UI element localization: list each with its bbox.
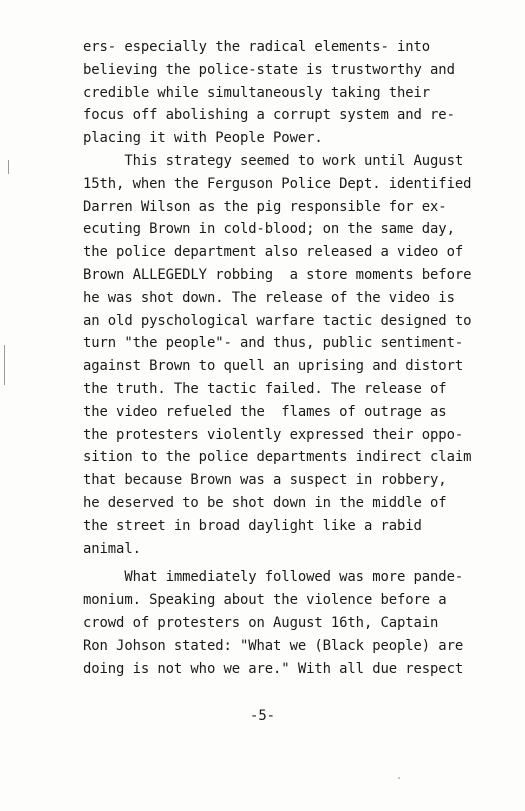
text-line: sition to the police departments indirect claim (83, 449, 472, 466)
page-number: -5- (249, 708, 276, 724)
text-line: Darren Wilson as the pig responsible for ex- (83, 198, 447, 215)
paragraph-2 (83, 150, 513, 560)
text-line: the police department also released a video of (83, 244, 464, 261)
text-line: This strategy seemed to work until August (83, 152, 464, 169)
text-line: crowd of protesters on August 16th, Captain (83, 614, 439, 631)
paragraph-1 (83, 36, 513, 150)
text-line: 15th, when the Ferguson Police Dept. identified (83, 175, 472, 192)
text-line: an old pyschological warfare tactic designed to (83, 312, 472, 329)
text-line: animal. (83, 540, 141, 557)
text-line: that because Brown was a suspect in robbery, (83, 472, 447, 489)
text-line: the street in broad daylight like a rabid (83, 517, 422, 534)
text-line: ecuting Brown in cold-blood; on the same day, (83, 221, 455, 238)
margin-mark-top (8, 160, 9, 174)
margin-mark-middle (4, 345, 5, 385)
text-line: credible while simultaneously taking their (83, 84, 431, 101)
text-line: the truth. The tactic failed. The release of (83, 380, 447, 397)
text-line: doing is not who we are." With all due respect (83, 660, 464, 677)
text-line: focus off abolishing a corrupt system and re- (83, 107, 455, 124)
text-line: ers- especially the radical elements- into (83, 39, 431, 55)
text-line: against Brown to quell an uprising and distort (83, 358, 464, 375)
body-text (83, 36, 513, 680)
text-line: believing the police-state is trustworthy and (83, 61, 455, 78)
text-line: he was shot down. The release of the video is (83, 289, 455, 306)
text-line: he deserved to be shot down in the middle of (83, 494, 447, 511)
text-line: turn "the people"- and thus, public sentiment- (83, 335, 464, 352)
scan-speck (398, 777, 400, 779)
text-line: the video refueled the flames of outrage as (83, 403, 447, 420)
text-line: Brown ALLEGEDLY robbing a store moments before (83, 266, 472, 283)
paragraph-3 (83, 566, 513, 680)
text-line: the protesters violently expressed their oppo- (83, 426, 464, 443)
text-line: monium. Speaking about the violence before a (83, 592, 447, 609)
text-line: Ron Johson stated: "What we (Black people) are (83, 637, 464, 654)
text-line: placing it with People Power. (83, 130, 323, 147)
text-line: What immediately followed was more pande- (83, 569, 464, 586)
